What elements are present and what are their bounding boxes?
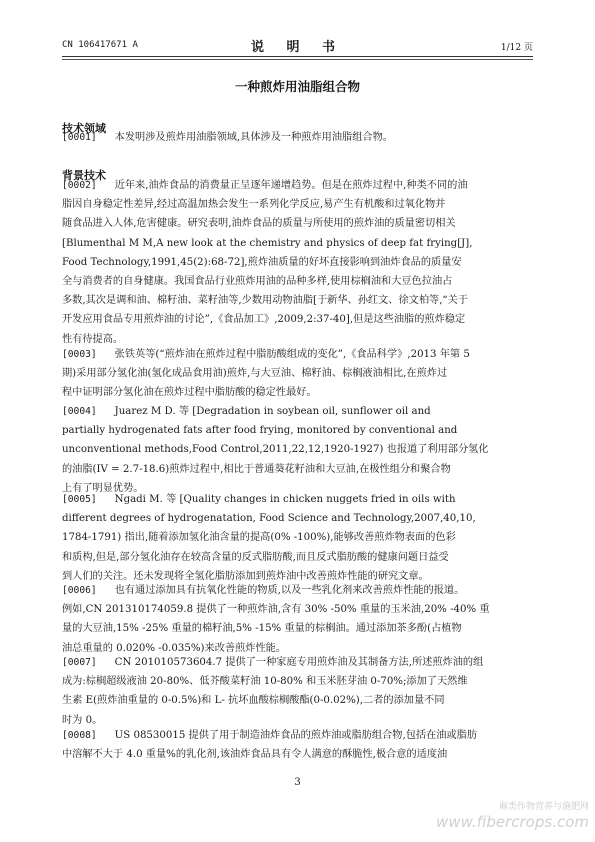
paragraph-line: 油总重量的 0.020% -0.035%)来改善煎炸性能。 bbox=[62, 642, 287, 654]
paragraph-text: 也有通过添加具有抗氧化性能的物质,以及一些乳化剂来改善煎炸性能的报道。 bbox=[114, 585, 465, 596]
paragraph-number: [0001] bbox=[62, 132, 97, 143]
watermark bbox=[436, 800, 589, 830]
paragraph-line: partially hydrogenated fats after food frying, monitored by conventional and bbox=[62, 425, 458, 437]
paragraph-line bbox=[62, 726, 533, 745]
page-header bbox=[62, 36, 533, 54]
paragraph-line: 到人们的关注。还未发现将全氢化脂肪添加到煎炸油中改善煎炸性能的研究文章。 bbox=[62, 570, 429, 582]
section-heading-background: 背景技术 bbox=[62, 169, 106, 182]
paragraph-number: [0004] bbox=[62, 406, 97, 417]
paragraph-0008 bbox=[62, 726, 533, 764]
document-title: 一种煎炸用油脂组合物 bbox=[234, 79, 360, 94]
paragraph-line bbox=[62, 402, 533, 421]
paragraph-line: 中溶解不大于 4.0 重量%的乳化剂,该油炸食品具有令人满意的酥脆性,极合意的适度油 bbox=[62, 749, 448, 761]
paragraph-line: [Blumenthal M M,A new look at the chemistry and physics of deep fat frying[J], bbox=[62, 237, 473, 249]
paragraph-0004 bbox=[62, 402, 533, 498]
publication-number: CN 106417671 A bbox=[62, 40, 138, 50]
paragraph-number: [0007] bbox=[62, 657, 97, 668]
paragraph-line bbox=[62, 345, 533, 364]
page-number: 3 bbox=[294, 777, 301, 788]
paragraph-line: 开发应用食品专用煎炸油的讨论”,《食品加工》,2009,2:37-40],但是这些油脂的煎炸稳定 bbox=[62, 314, 466, 326]
paragraph-line: 随食品进入人体,危害健康。研究表明,油炸食品的质量与所使用的煎炸油的质量密切相关 bbox=[62, 218, 456, 230]
page-info: 1/12 页 bbox=[500, 43, 533, 53]
paragraph-line bbox=[62, 176, 533, 195]
paragraph-line: 例如,CN 201310174059.8 提供了一种煎炸油,含有 30% -50% 重量的玉米油,20% -40% 重 bbox=[62, 604, 490, 616]
paragraph-line: 全与消费者的自身健康。我国食品行业煎炸用油的品种多样,使用棕榈油和大豆色拉油占 bbox=[62, 276, 453, 288]
paragraph-0002 bbox=[62, 176, 533, 349]
paragraph-line: 上有了明显优势。 bbox=[62, 482, 144, 494]
header-rule-thick bbox=[62, 56, 533, 57]
header-rule-thin bbox=[62, 59, 533, 60]
paragraph-line: 生素 E(煎炸油重量的 0-0.5%)和 L- 抗坏血酸棕榈酸酯(0-0.02%),二者的添加量不同 bbox=[62, 695, 445, 707]
paragraph-text: CN 201010573604.7 提供了一种家庭专用煎炸油及其制备方法,所述煎炸油的组 bbox=[114, 657, 484, 668]
paragraph-line: 和质构,但是,部分氢化油存在较高含量的反式脂肪酸,而且反式脂肪酸的健康问题日益受 bbox=[62, 551, 449, 563]
paragraph-line: 多数,其次是调和油、棉籽油、菜籽油等,少数用动物油脂[于新华、孙红文、徐文柏等,“关于 bbox=[62, 295, 469, 307]
document-type: 说 明 书 bbox=[250, 40, 345, 55]
paragraph-number: [0002] bbox=[62, 180, 97, 191]
paragraph-number: [0003] bbox=[62, 349, 97, 360]
paragraph-text: US 08530015 提供了用于制造油炸食品的煎炸油或脂肪组合物,包括在油或脂肪 bbox=[114, 730, 478, 741]
watermark-url: www.fibercrops.com bbox=[436, 813, 589, 831]
paragraph-line: 性有待提高。 bbox=[62, 333, 124, 345]
paragraph-line: 成为:棕榈超级液油 20-80%、低芥酸菜籽油 10-80% 和玉米胚芽油 0-70%;添加了天然维 bbox=[62, 676, 468, 688]
paragraph-number: [0005] bbox=[62, 494, 97, 505]
paragraph-line bbox=[62, 653, 533, 672]
paragraph-0006 bbox=[62, 581, 533, 658]
paragraph-text: 张铁英等(“煎炸油在煎炸过程中脂肪酸组成的变化”,《食品科学》,2013 年第 5 bbox=[114, 349, 470, 360]
paragraph-line: Food Technology,1991,45(2):68-72],煎炸油质量的好坏直接影响到油炸食品的质量安 bbox=[62, 256, 462, 268]
paragraph-text: 近年来,油炸食品的消费量正呈逐年递增趋势。但是在煎炸过程中,种类不同的油 bbox=[114, 180, 468, 191]
paragraph-line: unconventional methods,Food Control,2011,22,12,1920-1927) 也报道了利用部分氢化 bbox=[62, 444, 489, 456]
paragraph-line: 的油脂(IV = 2.7-18.6)煎炸过程中,相比于普通葵花籽油和大豆油,在极性组分和聚合物 bbox=[62, 463, 451, 475]
paragraph-line bbox=[62, 128, 533, 147]
paragraph-0005 bbox=[62, 490, 533, 586]
paragraph-line: 程中证明部分氢化油在煎炸过程中脂肪酸的稳定性最好。 bbox=[62, 387, 317, 399]
paragraph-0007 bbox=[62, 653, 533, 730]
paragraph-line: 量的大豆油,15% -25% 重量的棉籽油,5% -15% 重量的棕榈油。通过添加茶多酚(占植物 bbox=[62, 623, 462, 635]
paragraph-line bbox=[62, 581, 533, 600]
paragraph-line: 时为 0。 bbox=[62, 714, 103, 726]
paragraph-number: [0006] bbox=[62, 585, 97, 596]
paragraph-text: Juarez M D. 等 [Degradation in soybean oil, sunflower oil and bbox=[114, 406, 431, 417]
section-heading-technical-field: 技术领域 bbox=[62, 122, 106, 135]
paragraph-0001 bbox=[62, 128, 533, 147]
watermark-site-name: 麻类作物营养与施肥网 bbox=[498, 802, 589, 812]
paragraph-0003 bbox=[62, 345, 533, 403]
paragraph-line: 1784-1791) 指出,随着添加氢化油含量的提高(0% -100%),能够改善煎炸物表面的色彩 bbox=[62, 532, 456, 544]
paragraph-text: Ngadi M. 等 [Quality changes in chicken nuggets fried in oils with bbox=[114, 494, 456, 505]
paragraph-line: 期)采用部分氢化油(氢化成品食用油)煎炸,与大豆油、棉籽油、棕榈液油相比,在煎炸过 bbox=[62, 368, 448, 380]
paragraph-line: different degrees of hydrogenatation, Food Science and Technology,2007,40,10, bbox=[62, 513, 476, 525]
paragraph-line: 脂因自身稳定性差异,经过高温加热会发生一系列化学反应,易产生有机酸和过氧化物并 bbox=[62, 199, 446, 211]
paragraph-text: 本发明涉及煎炸用油脂领域,具体涉及一种煎炸用油脂组合物。 bbox=[114, 132, 393, 143]
paragraph-line bbox=[62, 490, 533, 509]
paragraph-number: [0008] bbox=[62, 730, 97, 741]
